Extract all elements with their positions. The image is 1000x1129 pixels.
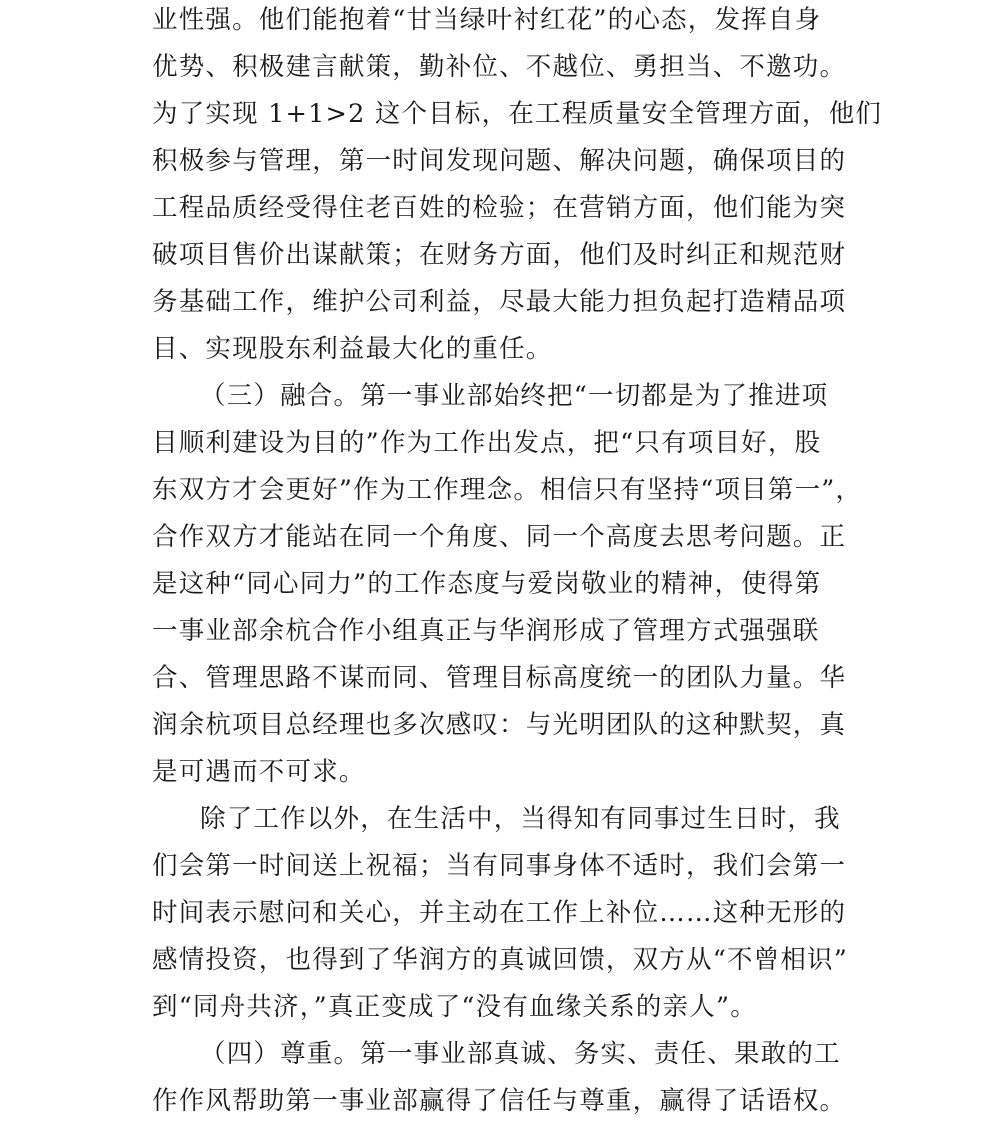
- paragraph-start-line: 除了工作以外，在生活中，当得知有同事过生日时，我: [200, 804, 841, 834]
- text-line: 为了实现 1+1>2 这个目标，在工程质量安全管理方面，他们: [152, 99, 883, 129]
- text-line: 作作风帮助第一事业部赢得了信任与尊重，赢得了话语权。: [152, 1086, 847, 1116]
- text-line: 目、实现股东利益最大化的重任。: [152, 334, 553, 364]
- text-line: 合作双方才能站在同一个角度、同一个高度去思考问题。正: [152, 522, 847, 552]
- text-line: 是这种“同心同力”的工作态度与爱岗敬业的精神，使得第: [152, 569, 822, 599]
- text-line: 工程品质经受得住老百姓的检验；在营销方面，他们能为突: [152, 193, 847, 223]
- text-line: 破项目售价出谋献策；在财务方面，他们及时纠正和规范财: [152, 240, 847, 270]
- text-line: 是可遇而不可求。: [152, 757, 366, 787]
- text-line: 感情投资，也得到了华润方的真诚回馈，双方从“不曾相识”: [152, 945, 848, 975]
- text-line: 合、管理思路不谋而同、管理目标高度统一的团队力量。华: [152, 663, 847, 693]
- text-line: 优势、积极建言献策，勤补位、不越位、勇担当、不邀功。: [152, 52, 847, 82]
- text-line: 到“同舟共济，”真正变成了“没有血缘关系的亲人”。: [152, 992, 757, 1022]
- text-line: 业性强。他们能抱着“甘当绿叶衬红花”的心态，发挥自身: [152, 5, 822, 35]
- paragraph-heading-line: （三）融合。第一事业部始终把“一切都是为了推进项: [200, 381, 829, 411]
- text-line: 一事业部余杭合作小组真正与华润形成了管理方式强强联: [152, 616, 820, 646]
- text-line: 润余杭项目总经理也多次感叹：与光明团队的这种默契，真: [152, 710, 847, 740]
- text-line: 时间表示慰问和关心，并主动在工作上补位……这种无形的: [152, 898, 847, 928]
- text-line: 们会第一时间送上祝福；当有同事身体不适时，我们会第一: [152, 851, 847, 881]
- paragraph-heading-line: （四）尊重。第一事业部真诚、务实、责任、果敢的工: [200, 1039, 841, 1069]
- text-line: 务基础工作，维护公司利益，尽最大能力担负起打造精品项: [152, 287, 847, 317]
- text-line: 积极参与管理，第一时间发现问题、解决问题，确保项目的: [152, 146, 847, 176]
- text-line: 目顺利建设为目的”作为工作出发点，把“只有项目好，股: [152, 428, 822, 458]
- text-line: 东双方才会更好”作为工作理念。相信只有坚持“项目第一”，: [152, 475, 863, 505]
